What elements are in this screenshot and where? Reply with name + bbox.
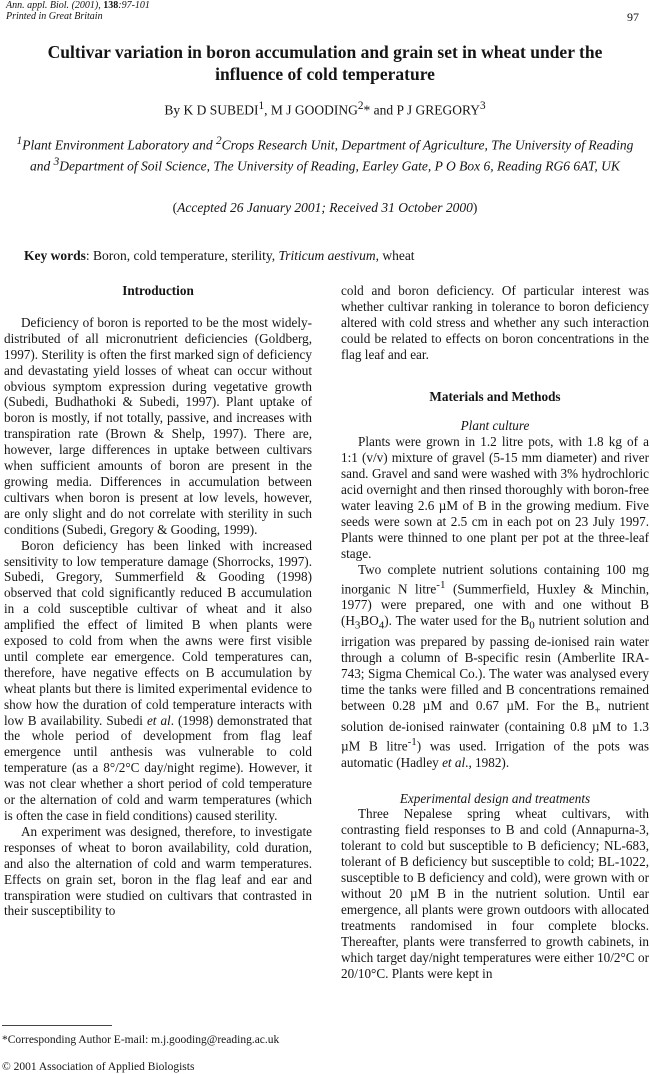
journal-citation: Ann. appl. Biol. (2001), 138:97-101: [6, 0, 150, 11]
section-heading-methods: Materials and Methods: [429, 388, 561, 404]
keywords: Key words: Boron, cold temperature, sterility, Triticum aestivum, wheat: [24, 248, 415, 263]
paragraph: An experiment was designed, therefore, to investigate responses of wheat to boron availability, cold duration, and also the alternation of cold and warm temperatures. Effects on grain set, boron in the flag leaf and ear and transpiration were studied on cultivars that contrasted in their susceptibility to: [4, 823, 312, 919]
paragraph: Deficiency of boron is reported to be the most widely-distributed of all micronutrient deficiencies (Goldberg, 1997). Sterility is often the first marked sign of deficiency and devastating yield losses of wheat can occur without obvious symptom expression during vegetative growth (Subedi, Budhathoki & Subedi, 1997). Plant uptake of boron is mostly, if not totally, passive, and increases with transpiration rate (Brown & Shelp, 1997). There are, however, large differences in uptake between cultivars when sufficient amounts of boron are present in the growing media. Differences in accumulation between cultivars when boron is present at low levels, however, are only slight and do not correlate with sterility in such conditions (Subedi, Gregory & Gooding, 1999).: [4, 314, 312, 537]
corresponding-author-footnote: *Corresponding Author E-mail: m.j.gooding@reading.ac.uk: [2, 1034, 280, 1046]
paper-title: Cultivar variation in boron accumulation and grain set in wheat under the influence of cold temperature: [47, 42, 603, 84]
paragraph: Plants were grown in 1.2 litre pots, with 1.8 kg of a 1:1 (v/v) mixture of gravel (5-15 mm diameter) and river sand. Gravel and sand were washed with 3% hydrochloric acid overnight and then rinsed thoroughly with boron-free water leaving 2.6 µM of B in the growing medium. Five seeds were sown at 2.5 cm in each pot on 23 July 1997. Plants were thinned to one plant per pot at the three-leaf stage.: [341, 434, 649, 561]
printed-note: Printed in Great Britain: [6, 11, 103, 22]
paragraph: Two complete nutrient solutions containing 100 mg inorganic N litre$^{-1}$ (Summerfield, Huxley & Minchin, 1977) were prepared, one with and one without B $(H_3BO_4)$. The water used for the $B_0$ nutrient solution and irrigation was prepared by passing de-ionised rain water through a column of B-specific resin (Amberlite IRA-743; Sigma Chemical Co.). The water was analysed every time the tanks were filled and B concentrations remained between 0.28 µM and 0.67 µM. For the $B_+$ nutrient solution de-ionised rainwater (containing 0.8 µM to 1.3 µM B litre$^{-1}$) was used. Irrigation of the pots was automatic (Hadley et al., 1982).: [341, 561, 650, 770]
accepted-dates: (Accepted 26 January 2001; Received 31 October 2000): [172, 200, 478, 215]
footnote-divider: [2, 1025, 112, 1026]
paragraph: Three Nepalese spring wheat cultivars, with contrasting field responses to B and cold (Annapurna-3, tolerant to cold but susceptible to B deficiency; NL-683, tolerant of B deficiency but susceptible to cold; BL-1022, susceptible to B deficiency and cold), were grown with or without 20 µM B in the nutrient solution. Until ear emergence, all plants were grown outdoors with allocated treatments randomised in four complete blocks. Thereafter, plants were transferred to growth cabinets, in which target day/night temperatures were either 10/2°C or 20/10°C. Plants were kept in: [341, 806, 649, 981]
subheading-plant-culture: Plant culture: [460, 418, 530, 434]
affiliations: $^1$Plant Environment Laboratory and $^2$Crops Research Unit, Department of Agriculture, The University of Reading and $^3$Department of Soil Science, The University of Reading, Earley Gate, P O Box 6, Reading RG6 6AT, UK: [16, 135, 634, 173]
author-line: By K D SUBEDI$^1$, M J GOODING$^2$* and P J GREGORY$^3$: [164, 100, 486, 118]
section-heading-introduction: Introduction: [122, 283, 194, 298]
page-number: 97: [627, 10, 639, 24]
subheading-experimental-design: Experimental design and treatments: [399, 790, 591, 806]
left-column: [4, 283, 312, 919]
right-column: [341, 283, 649, 981]
keywords-label: Key words: [24, 248, 86, 263]
paragraph-continued: cold and boron deficiency. Of particular interest was whether cultivar ranking in tolerance to boron deficiency altered with cold stress and whether any such interaction could be related to effects on boron concentrations in the flag leaf and ear.: [341, 283, 649, 362]
paragraph: Boron deficiency has been linked with increased sensitivity to low temperature damage (Shorrocks, 1997). Subedi, Gregory, Summerfield & Gooding (1998) observed that cold significantly reduced B accumulation in a cold susceptible cultivar of wheat and it also amplified the effect of limited B when plants were exposed to cold from when the awns were first visible until complete ear emergence. Cold temperatures can, therefore, have negative effects on B accumulation by wheat plants but there is limited experimental evidence to show how the duration of cold temperature interacts with low B availability. Subedi et al. (1998) demonstrated that the whole period of development from flag leaf emergence until anthesis was vulnerable to cold temperature (as a 8°/2°C day/night regime). However, it was not clear whether a short period of cold temperature or the alternation of cold and warm temperatures (which is often the case in field conditions) caused sterility.: [4, 537, 312, 823]
journal-volume: 138: [103, 0, 119, 11]
copyright-notice: © 2001 Association of Applied Biologists: [2, 1061, 195, 1073]
